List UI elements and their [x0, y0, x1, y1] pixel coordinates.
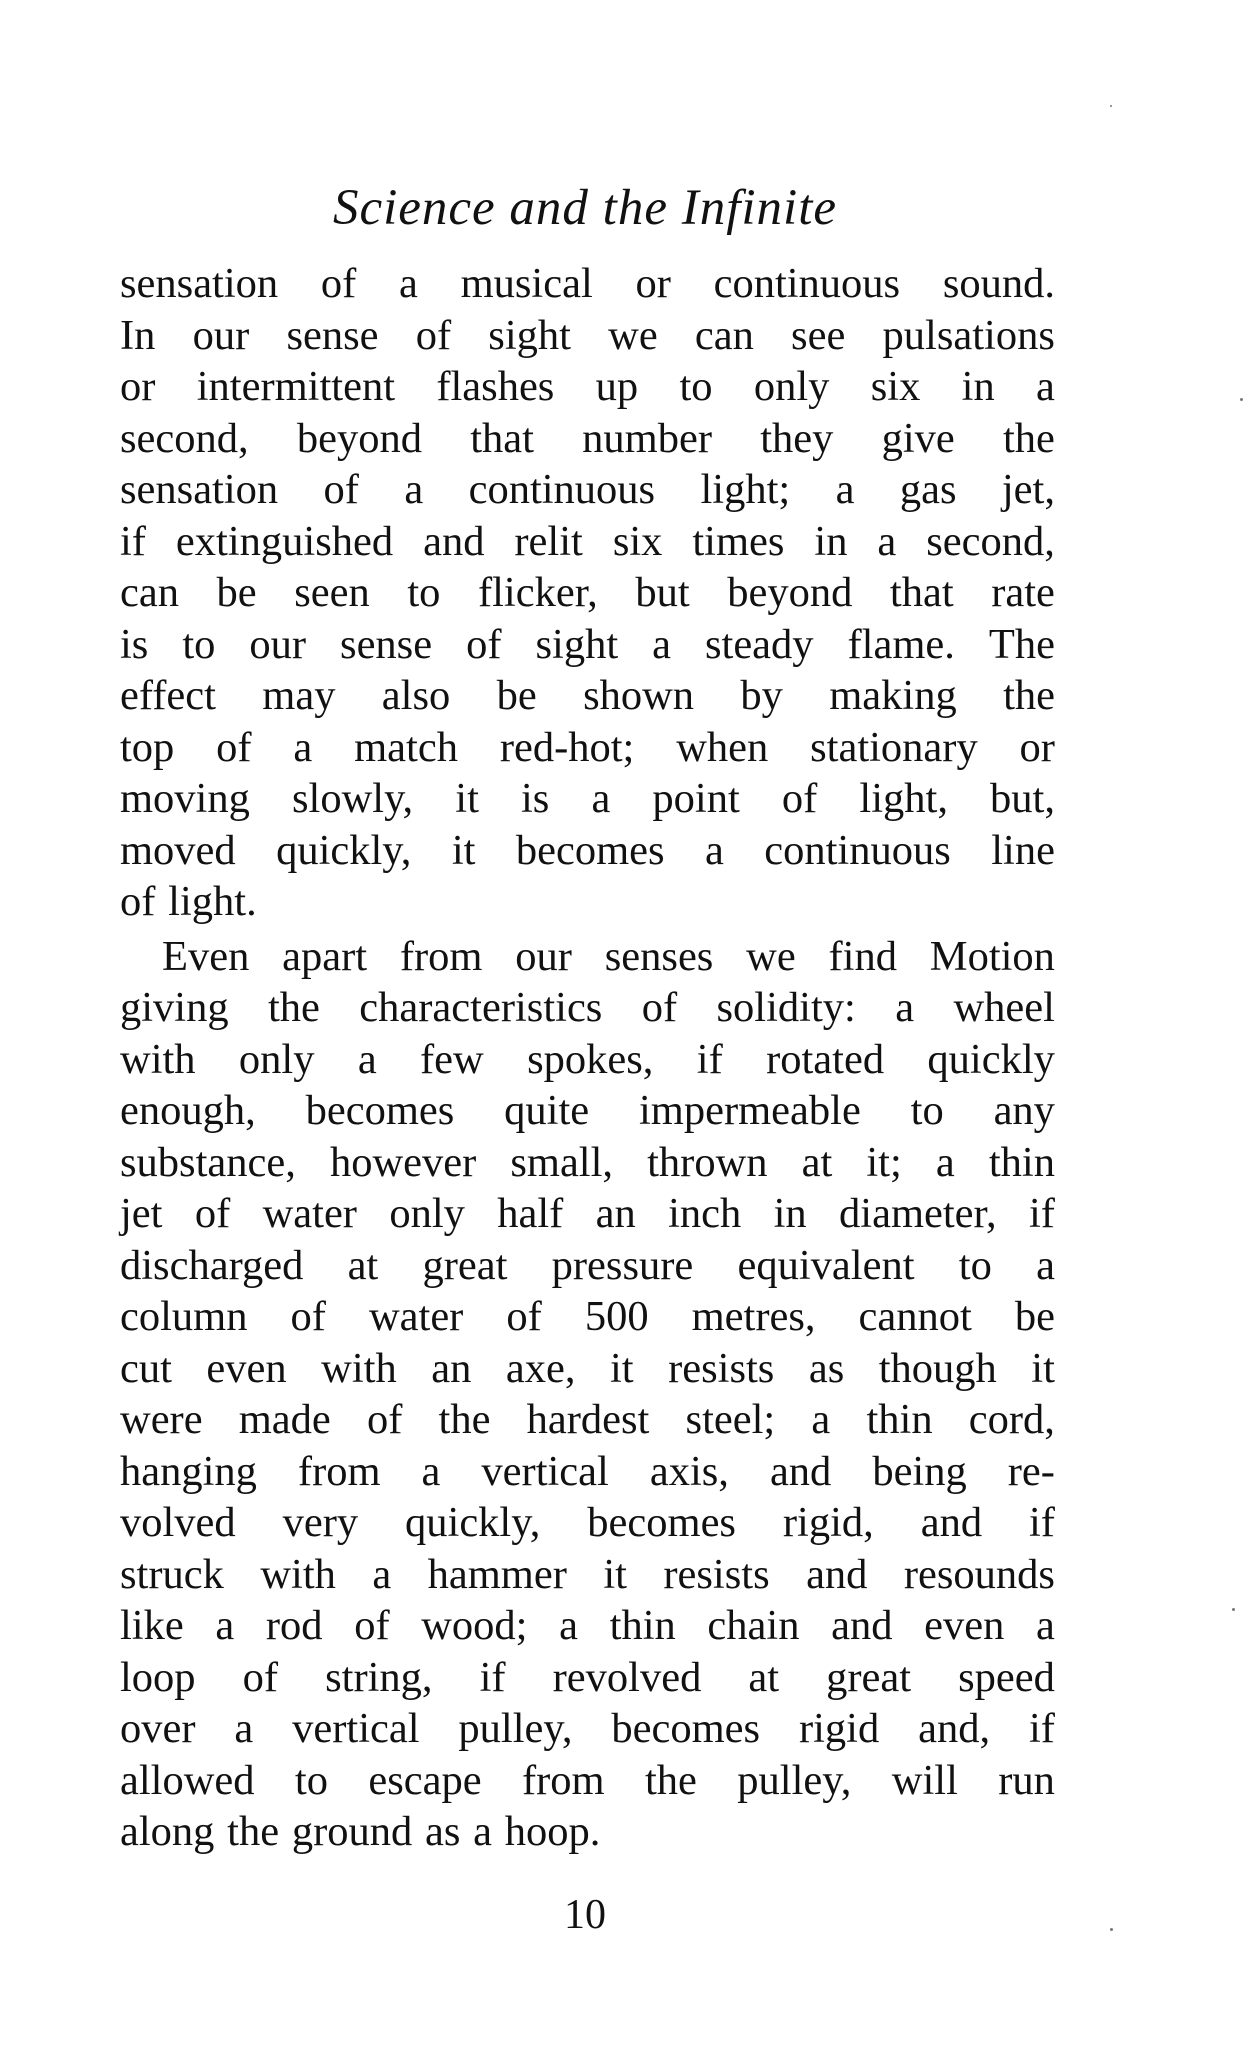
- word: diameter,: [839, 1190, 997, 1237]
- text-line: [120, 722, 1055, 774]
- word: a: [372, 1550, 392, 1598]
- word: continuous: [468, 466, 656, 513]
- word: and,: [918, 1705, 991, 1752]
- word: times: [692, 517, 785, 565]
- word: a: [234, 1705, 254, 1752]
- text-line: [120, 1291, 1055, 1343]
- word: over: [120, 1705, 196, 1752]
- word: of: [415, 311, 452, 359]
- word: may: [262, 672, 336, 719]
- word: to: [407, 569, 441, 616]
- scan-speck: [1240, 398, 1243, 401]
- word: loop: [120, 1653, 196, 1701]
- word: a: [1036, 1241, 1055, 1289]
- word: great: [826, 1653, 912, 1701]
- word: rod: [265, 1602, 323, 1649]
- text-line: [120, 931, 1055, 983]
- word: slowly,: [291, 775, 414, 822]
- text-line: [120, 982, 1055, 1034]
- word: In: [120, 311, 156, 359]
- word: were: [120, 1396, 203, 1443]
- word: sensation: [120, 466, 279, 513]
- word: though: [878, 1344, 997, 1392]
- word: senses: [604, 932, 714, 980]
- word: quite: [504, 1087, 590, 1134]
- word: very: [282, 1499, 359, 1546]
- word: only: [753, 363, 830, 410]
- word: musical: [460, 260, 593, 307]
- word: The: [988, 620, 1055, 668]
- word: continuous: [713, 260, 901, 307]
- word: thin: [866, 1396, 933, 1443]
- word: vertical: [292, 1705, 420, 1752]
- word: that: [889, 569, 954, 616]
- word: if: [1028, 1499, 1055, 1546]
- word: string,: [325, 1653, 433, 1701]
- word: hardest: [526, 1396, 650, 1443]
- word: from: [399, 932, 483, 980]
- word: resists: [663, 1550, 770, 1598]
- word: hoop.: [504, 1808, 601, 1855]
- running-title: Science and the Infinite: [332, 180, 838, 236]
- word: a: [398, 260, 418, 307]
- word: the: [438, 1396, 491, 1443]
- word: spokes,: [527, 1035, 654, 1083]
- word: we: [746, 932, 796, 980]
- word: of: [290, 1293, 326, 1340]
- word: a: [835, 466, 855, 513]
- text-line: [120, 1188, 1055, 1240]
- word: moving: [120, 775, 250, 822]
- word: the: [268, 984, 320, 1031]
- word: cut: [120, 1344, 172, 1392]
- word: of: [781, 775, 818, 822]
- word: steel;: [685, 1396, 776, 1443]
- text-line: [120, 1600, 1055, 1652]
- word: at: [748, 1653, 780, 1701]
- word: point: [652, 775, 740, 822]
- word: column: [120, 1293, 248, 1340]
- text-line: [120, 773, 1055, 825]
- word: quickly,: [405, 1499, 541, 1546]
- word: chain: [707, 1602, 800, 1649]
- word: cord,: [968, 1396, 1055, 1443]
- word: if: [120, 517, 146, 565]
- word: or: [1019, 723, 1055, 771]
- word: it: [451, 826, 476, 874]
- word: of: [354, 1602, 390, 1649]
- word: if: [479, 1653, 506, 1701]
- word: find: [828, 932, 897, 980]
- word: a: [704, 826, 724, 874]
- word: a: [215, 1602, 235, 1649]
- word: axe,: [505, 1344, 576, 1392]
- word: volved: [120, 1499, 236, 1546]
- word: thrown: [647, 1138, 768, 1186]
- text-line: [120, 567, 1055, 619]
- word: thin: [988, 1138, 1055, 1186]
- scan-speck: [1232, 1608, 1235, 1611]
- word: continuous: [764, 826, 951, 874]
- word: of: [120, 878, 156, 925]
- word: any: [993, 1087, 1055, 1134]
- word: run: [998, 1756, 1055, 1804]
- word: top: [120, 723, 175, 771]
- word: pulley,: [737, 1756, 852, 1804]
- word: only: [238, 1035, 315, 1083]
- word: a: [935, 1138, 955, 1186]
- word: escape: [368, 1756, 482, 1804]
- word: red-hot;: [499, 723, 635, 771]
- word: light.: [168, 878, 257, 925]
- word: sensation: [120, 260, 279, 307]
- text-line: [120, 619, 1055, 671]
- word: and: [920, 1499, 983, 1546]
- word: with: [260, 1550, 336, 1598]
- word: wheel: [953, 984, 1055, 1031]
- word: can: [694, 311, 754, 359]
- word: equivalent: [737, 1241, 915, 1289]
- word: only: [389, 1190, 465, 1237]
- word: number: [582, 414, 712, 462]
- word: be: [496, 672, 537, 719]
- text-line: [120, 1343, 1055, 1395]
- word: to: [294, 1756, 328, 1804]
- word: of: [216, 723, 252, 771]
- word: if: [696, 1035, 723, 1083]
- word: a: [591, 775, 611, 822]
- word: or: [120, 363, 156, 410]
- word: a: [473, 1808, 493, 1855]
- text-line: [120, 516, 1055, 568]
- word: shown: [583, 672, 695, 719]
- word: moved: [120, 826, 236, 874]
- word: substance,: [120, 1138, 296, 1186]
- text-line: [120, 1394, 1055, 1446]
- word: if: [1028, 1705, 1055, 1752]
- word: of: [641, 984, 678, 1031]
- text-line: [120, 361, 1055, 413]
- word: 500: [584, 1293, 649, 1340]
- word: Motion: [929, 932, 1055, 980]
- word: give: [881, 414, 955, 462]
- word: an: [595, 1190, 636, 1237]
- word: quickly,: [276, 826, 412, 874]
- word: becomes: [587, 1499, 736, 1546]
- word: to: [182, 620, 216, 668]
- text-line: [120, 876, 1055, 928]
- word: water: [368, 1293, 464, 1340]
- paragraph-2: [120, 931, 1055, 1858]
- word: becomes: [611, 1705, 761, 1752]
- text-line: [120, 464, 1055, 516]
- word: steady: [704, 620, 814, 668]
- word: light;: [700, 466, 791, 513]
- word: of: [194, 1190, 231, 1237]
- word: it: [1031, 1344, 1055, 1392]
- word: like: [120, 1602, 184, 1649]
- word: cannot: [858, 1293, 972, 1340]
- word: impermeable: [638, 1087, 861, 1134]
- word: it: [455, 775, 479, 822]
- word: even: [924, 1602, 1005, 1649]
- word: struck: [120, 1550, 224, 1598]
- word: to: [958, 1241, 992, 1289]
- paragraph-1: [120, 258, 1055, 928]
- word: if: [1028, 1190, 1055, 1237]
- word: but: [635, 569, 690, 616]
- word: sight: [535, 620, 619, 668]
- word: a: [1035, 1602, 1055, 1649]
- word: great: [422, 1241, 508, 1289]
- word: pulley,: [458, 1705, 573, 1752]
- word: rate: [991, 569, 1055, 616]
- word: our: [249, 620, 307, 668]
- word: of: [466, 620, 502, 668]
- text-line: [120, 1137, 1055, 1189]
- word: enough,: [120, 1087, 256, 1134]
- word: vertical: [481, 1447, 609, 1495]
- word: when: [676, 723, 769, 771]
- text-line: [120, 1085, 1055, 1137]
- word: it: [603, 1550, 627, 1598]
- word: and: [423, 517, 485, 565]
- word: effect: [120, 672, 216, 719]
- word: half: [497, 1190, 564, 1237]
- word: allowed: [120, 1756, 255, 1804]
- word: in: [814, 517, 848, 565]
- word: in: [961, 363, 995, 410]
- word: that: [470, 414, 534, 462]
- word: in: [773, 1190, 807, 1237]
- word: rotated: [766, 1035, 885, 1083]
- text-line: [120, 1703, 1055, 1755]
- word: making: [829, 672, 957, 719]
- word: speed: [958, 1653, 1055, 1701]
- word: flicker,: [477, 569, 598, 616]
- text-line: [120, 1446, 1055, 1498]
- word: extinguished: [175, 517, 394, 565]
- word: gas: [899, 466, 957, 513]
- word: with: [321, 1344, 397, 1392]
- word: resists: [668, 1344, 775, 1392]
- text-line: [120, 1806, 1055, 1858]
- word: and: [831, 1602, 893, 1649]
- word: solidity:: [716, 984, 856, 1031]
- word: our: [192, 311, 250, 359]
- word: at: [347, 1241, 379, 1289]
- word: seen: [294, 569, 370, 616]
- word: sound.: [942, 260, 1055, 307]
- word: line: [991, 826, 1055, 874]
- word: sight: [488, 311, 571, 359]
- text-line: [120, 825, 1055, 877]
- word: beyond: [296, 414, 422, 462]
- word: from: [521, 1756, 605, 1804]
- word: a: [895, 984, 915, 1031]
- text-line: [120, 413, 1055, 465]
- body-text: [120, 258, 1055, 1858]
- word: and: [806, 1550, 868, 1598]
- word: by: [740, 672, 783, 719]
- word: can: [120, 569, 179, 616]
- text-line: [120, 1497, 1055, 1549]
- word: six: [870, 363, 921, 410]
- word: rigid: [798, 1705, 880, 1752]
- word: also: [381, 672, 451, 719]
- word: metres,: [691, 1293, 816, 1340]
- word: becomes: [305, 1087, 455, 1134]
- word: of: [366, 1396, 403, 1443]
- word: a: [559, 1602, 578, 1649]
- word: the: [1003, 672, 1055, 719]
- text-line: [120, 1240, 1055, 1292]
- word: light,: [859, 775, 948, 822]
- word: our: [515, 932, 572, 980]
- word: Even: [162, 932, 250, 980]
- word: relit: [514, 517, 583, 565]
- word: giving: [120, 984, 229, 1031]
- word: of: [323, 466, 359, 513]
- word: jet: [120, 1190, 163, 1237]
- word: see: [791, 311, 846, 359]
- word: be: [216, 569, 257, 616]
- word: re-: [1007, 1447, 1055, 1495]
- word: but,: [990, 775, 1055, 822]
- word: second,: [120, 414, 249, 462]
- word: up: [595, 363, 639, 410]
- text-line: [120, 670, 1055, 722]
- word: however: [329, 1138, 477, 1186]
- text-line: [120, 1034, 1055, 1086]
- word: along: [120, 1808, 215, 1855]
- word: hammer: [427, 1550, 567, 1598]
- word: becomes: [515, 826, 665, 874]
- word: stationary: [810, 723, 978, 771]
- word: inch: [668, 1190, 742, 1237]
- word: discharged: [120, 1241, 304, 1289]
- word: thin: [609, 1602, 676, 1649]
- word: even: [206, 1344, 287, 1392]
- word: pulsations: [882, 311, 1055, 359]
- word: revolved: [552, 1653, 702, 1701]
- word: is: [120, 620, 149, 668]
- word: quickly: [927, 1035, 1055, 1083]
- text-line: [120, 258, 1055, 310]
- word: they: [760, 414, 834, 462]
- word: beyond: [727, 569, 853, 616]
- word: be: [1014, 1293, 1055, 1340]
- word: a: [811, 1396, 831, 1443]
- word: sense: [340, 620, 433, 668]
- scan-speck: [1110, 105, 1112, 107]
- word: few: [420, 1035, 484, 1083]
- text-line: [120, 1755, 1055, 1807]
- word: a: [652, 620, 671, 668]
- word: a: [1036, 363, 1055, 410]
- word: and: [769, 1447, 832, 1495]
- word: made: [238, 1396, 331, 1443]
- text-line: [120, 1549, 1055, 1601]
- word: intermittent: [196, 363, 396, 410]
- word: second,: [926, 517, 1055, 565]
- word: a: [357, 1035, 377, 1083]
- word: rigid,: [782, 1499, 874, 1546]
- word: or: [635, 260, 671, 307]
- word: small,: [510, 1138, 614, 1186]
- word: at: [801, 1138, 833, 1186]
- word: wood;: [421, 1602, 528, 1649]
- word: apart: [282, 932, 368, 980]
- word: six: [612, 517, 663, 565]
- word: a: [877, 517, 897, 565]
- word: water: [262, 1190, 357, 1237]
- word: the: [227, 1808, 280, 1855]
- word: match: [354, 723, 458, 771]
- word: as: [425, 1808, 461, 1855]
- word: characteristics: [359, 984, 603, 1031]
- word: flame.: [847, 620, 955, 668]
- word: to: [910, 1087, 944, 1134]
- word: from: [297, 1447, 381, 1495]
- word: with: [120, 1035, 196, 1083]
- word: sense: [286, 311, 379, 359]
- word: of: [242, 1653, 279, 1701]
- word: hanging: [120, 1447, 257, 1495]
- word: being: [872, 1447, 967, 1495]
- word: ground: [291, 1808, 413, 1855]
- word: to: [679, 363, 713, 410]
- word: of: [506, 1293, 542, 1340]
- word: an: [431, 1344, 472, 1392]
- text-line: [120, 1652, 1055, 1704]
- word: pressure: [551, 1241, 694, 1289]
- word: the: [644, 1756, 697, 1804]
- word: a: [293, 723, 313, 771]
- word: as: [808, 1344, 845, 1392]
- word: it: [609, 1344, 634, 1392]
- word: we: [608, 311, 658, 359]
- text-line: [120, 310, 1055, 362]
- word: is: [521, 775, 550, 822]
- word: the: [1003, 414, 1055, 462]
- scan-speck: [1110, 1928, 1113, 1931]
- word: flashes: [436, 363, 555, 410]
- word: it;: [866, 1138, 902, 1186]
- word: jet,: [1001, 466, 1055, 513]
- word: resounds: [903, 1550, 1055, 1598]
- word: of: [320, 260, 357, 307]
- page-number: 10: [564, 1892, 606, 1938]
- word: axis,: [649, 1447, 729, 1495]
- word: a: [421, 1447, 441, 1495]
- word: will: [891, 1756, 958, 1804]
- word: a: [404, 466, 424, 513]
